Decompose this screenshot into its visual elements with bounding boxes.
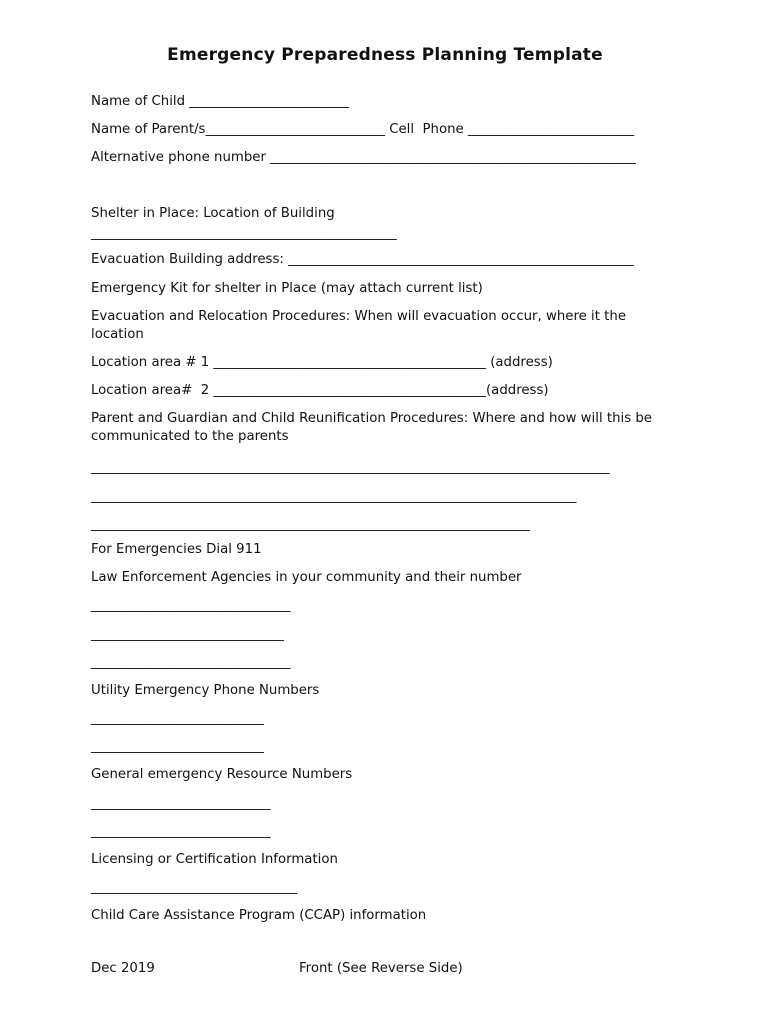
shelter-in-place-line: ______________________________________________ xyxy=(91,226,397,241)
general-resource-label: General emergency Resource Numbers xyxy=(91,767,353,782)
utility-phone-line-2: __________________________ xyxy=(91,739,264,754)
law-enforcement-label: Law Enforcement Agencies in your community and their number xyxy=(91,570,522,585)
evacuation-procedures-label: Evacuation and Relocation Procedures: When will evacuation occur, where it the location xyxy=(91,309,626,342)
general-resource-line-2: ___________________________ xyxy=(91,824,271,839)
licensing-label: Licensing or Certification Information xyxy=(91,852,338,867)
general-resource-line-1: ___________________________ xyxy=(91,796,271,811)
name-of-child-field: Name of Child ________________________ xyxy=(91,94,349,109)
footer-side-note: Front (See Reverse Side) xyxy=(299,961,463,976)
utility-phone-label: Utility Emergency Phone Numbers xyxy=(91,683,320,698)
evacuation-address-field: Evacuation Building address: ____________________________________________________ xyxy=(91,252,634,267)
reunification-line-1: ______________________________________________________________________________ xyxy=(91,460,610,475)
law-enforcement-line-2: _____________________________ xyxy=(91,627,284,642)
law-enforcement-line-3: ______________________________ xyxy=(91,655,291,670)
licensing-line: _______________________________ xyxy=(91,880,298,895)
name-of-parents-field: Name of Parent/s___________________________ Cell Phone _________________________ xyxy=(91,122,635,137)
shelter-in-place-label: Shelter in Place: Location of Building xyxy=(91,206,335,221)
reunification-line-2: _________________________________________________________________________ xyxy=(91,489,577,504)
law-enforcement-line-1: ______________________________ xyxy=(91,598,291,613)
footer-date: Dec 2019 xyxy=(91,961,155,976)
reunification-procedures-label: Parent and Guardian and Child Reunification Procedures: Where and how will this be communicated to the parents xyxy=(91,411,652,444)
utility-phone-line-1: __________________________ xyxy=(91,711,264,726)
alternative-phone-field: Alternative phone number _______________________________________________________ xyxy=(91,150,636,165)
dial-911-text: For Emergencies Dial 911 xyxy=(91,542,262,557)
page-title: Emergency Preparedness Planning Template xyxy=(167,45,603,65)
reunification-line-3: __________________________________________________________________ xyxy=(91,517,530,532)
ccap-label: Child Care Assistance Program (CCAP) information xyxy=(91,908,427,923)
location-area-2-field: Location area# 2 _________________________________________(address) xyxy=(91,383,549,398)
location-area-1-field: Location area # 1 _________________________________________ (address) xyxy=(91,355,553,370)
emergency-kit-label: Emergency Kit for shelter in Place (may attach current list) xyxy=(91,281,483,296)
